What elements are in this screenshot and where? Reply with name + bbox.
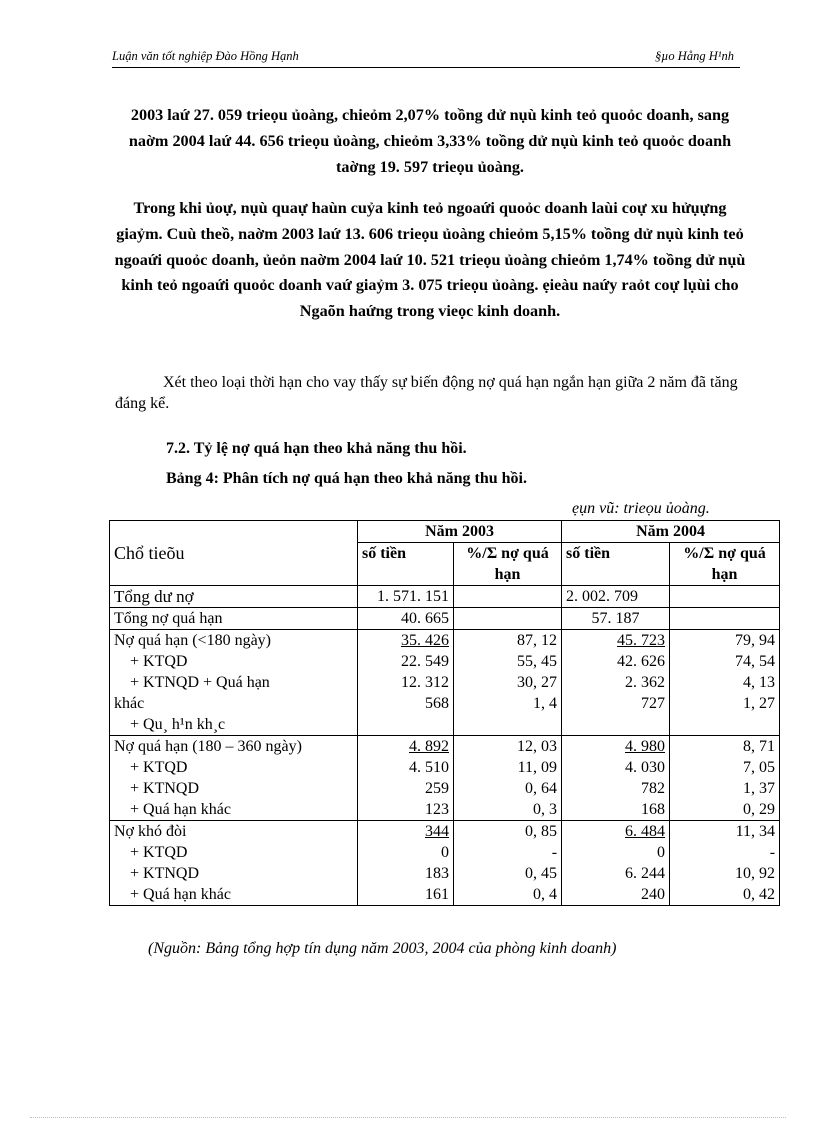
overdue-debt-table [109, 520, 780, 906]
cell-value: 45. 723 [617, 632, 666, 649]
cell-value: 727 [562, 693, 670, 714]
year-2003-header: Năm 2003 [358, 521, 562, 543]
cell-pct: 10, 92 [670, 863, 780, 884]
row-label: Nợ quá hạn (<180 ngày) [110, 630, 358, 652]
row-label: + Quá hạn khác [110, 884, 358, 906]
cell-pct: 0, 42 [670, 884, 780, 906]
cell-empty [670, 586, 780, 608]
pct-2004-header: %/Σ nợ quá hạn [670, 543, 780, 586]
cell-value: 12. 312 [358, 672, 454, 693]
table-row [110, 736, 780, 758]
cell-value: 4. 980 [625, 738, 666, 755]
cell-value: 2. 002. 709 [562, 586, 670, 608]
cell-value: 0 [358, 842, 454, 863]
table-row [110, 799, 780, 821]
row-label: + KTNQD [110, 863, 358, 884]
row-label: Tổng dư nợ [110, 586, 358, 608]
amount-2003-header: số tiền [358, 543, 454, 586]
cell-value: 6. 484 [625, 823, 666, 840]
cell-value: 161 [358, 884, 454, 906]
cell-pct: 0, 4 [454, 884, 562, 906]
row-label: khác [110, 693, 358, 714]
table-title: Bảng 4: Phân tích nợ quá hạn theo khả năng thu hồi. [166, 470, 527, 487]
table-header-row [110, 521, 780, 543]
row-label: + KTQD [110, 651, 358, 672]
cell-pct: 30, 27 [454, 672, 562, 693]
cell-pct: - [454, 842, 562, 863]
cell-pct: 55, 45 [454, 651, 562, 672]
page-bottom-divider [30, 1117, 786, 1118]
paragraph-3: Xét theo loại thời hạn cho vay thấy sự biến động nợ quá hạn ngắn hạn giữa 2 năm đã tăng đáng kể. [115, 374, 738, 412]
cell-pct: 87, 12 [454, 630, 562, 652]
row-label: + KTNQD + Quá hạn [110, 672, 358, 693]
cell-empty [454, 586, 562, 608]
table-row [110, 693, 780, 714]
table-row [110, 672, 780, 693]
cell-value: 40. 665 [358, 608, 454, 630]
cell-empty [670, 608, 780, 630]
row-label: + KTQD [110, 757, 358, 778]
cell-value: 183 [358, 863, 454, 884]
cell-value: 0 [562, 842, 670, 863]
header-author-legacy-font: §µo Hång H¹nh [654, 49, 734, 63]
header-author: Luận văn tốt nghiệp Đào Hồng Hạnh [112, 49, 299, 63]
cell-value: 35. 426 [401, 632, 449, 649]
row-label: Tổng nợ quá hạn [110, 608, 358, 630]
cell-pct: 4, 13 [670, 672, 780, 693]
cell-pct: 11, 09 [454, 757, 562, 778]
row-label: + KTNQD [110, 778, 358, 799]
row-label: + KTQD [110, 842, 358, 863]
table-row [110, 630, 780, 652]
cell-empty [454, 608, 562, 630]
cell-pct: 1, 37 [670, 778, 780, 799]
table-row [110, 842, 780, 863]
table-row [110, 821, 780, 843]
cell-value: 344 [425, 823, 449, 840]
table-source-note: (Nguồn: Bảng tổng hợp tín dụng năm 2003, 2004 của phòng kinh doanh) [148, 940, 617, 957]
table-row [110, 714, 780, 736]
table-row [110, 863, 780, 884]
table-row [110, 586, 780, 608]
cell-value: 1. 571. 151 [358, 586, 454, 608]
cell-value: 42. 626 [562, 651, 670, 672]
cell-pct: 1, 27 [670, 693, 780, 714]
cell-value: 57. 187 [562, 608, 670, 630]
cell-value: 4. 892 [409, 738, 449, 755]
cell-value: 123 [358, 799, 454, 821]
cell-value: 168 [562, 799, 670, 821]
year-2004-header: Năm 2004 [562, 521, 780, 543]
unit-label: ẹụn vũ: trieọu ủoàng. [572, 500, 710, 517]
cell-value: 4. 030 [562, 757, 670, 778]
table-row [110, 778, 780, 799]
paragraph-1: 2003 laứ 27. 059 trieọu ủoàng, chieỏm 2,07% toồng dử nụù kinh teỏ quoỏc doanh, sang naờm 2004 laứ 44. 656 trieọu ủoàng, chieỏm 3,33% toồng dử nụù kinh teỏ quoỏc doanh taờng 19. 597 trieọu ủoàng. [128, 106, 732, 176]
cell-value: 259 [358, 778, 454, 799]
cell-value: 240 [562, 884, 670, 906]
cell-pct: 11, 34 [670, 821, 780, 843]
table-row [110, 884, 780, 906]
col-indicator-header: Chổ tieõu [110, 521, 358, 586]
cell-pct: 0, 3 [454, 799, 562, 821]
row-label: + Qu¸ h¹n kh¸c [110, 714, 358, 736]
cell-pct: - [670, 842, 780, 863]
cell-value: 568 [358, 693, 454, 714]
row-label: Nợ quá hạn (180 – 360 ngày) [110, 736, 358, 758]
cell-value: 22. 549 [358, 651, 454, 672]
cell-value: 2. 362 [562, 672, 670, 693]
cell-pct: 0, 85 [454, 821, 562, 843]
cell-value: 6. 244 [562, 863, 670, 884]
cell-value: 782 [562, 778, 670, 799]
cell-value: 4. 510 [358, 757, 454, 778]
cell-pct: 0, 29 [670, 799, 780, 821]
cell-pct: 1, 4 [454, 693, 562, 714]
section-heading: 7.2. Tỷ lệ nợ quá hạn theo khả năng thu hồi. [166, 440, 467, 457]
cell-pct: 74, 54 [670, 651, 780, 672]
cell-pct: 12, 03 [454, 736, 562, 758]
cell-pct: 79, 94 [670, 630, 780, 652]
cell-pct: 8, 71 [670, 736, 780, 758]
row-label: + Quá hạn khác [110, 799, 358, 821]
paragraph-2: Trong khi ủoự, nụù quaự haùn cuỷa kinh teỏ ngoaứi quoỏc doanh laùi coự xu hửụựng giaỷm. Cuù theồ, naờm 2003 laứ 13. 606 trieọu ủoàng chieỏm 5,15% toồng dử nụù kinh teỏ ngoaứi quoỏc doanh, ủeỏn naờm 2004 laứ 10. 521 trieọu ủoàng chieỏm 1,74% toồng dử nụù kinh teỏ ngoaứi quoỏc doanh vaứ giaỷm 3. 075 trieọu ủoàng. ẹieàu naứy raỏt coự lụùi cho Ngaõn haứng trong vieọc kinh doanh. [114, 199, 746, 321]
row-label: Nợ khó đòi [110, 821, 358, 843]
cell-pct: 0, 64 [454, 778, 562, 799]
pct-2003-header: %/Σ nợ quá hạn [454, 543, 562, 586]
cell-pct: 0, 45 [454, 863, 562, 884]
table-row [110, 651, 780, 672]
page-header [112, 49, 740, 68]
amount-2004-header: số tiền [562, 543, 670, 586]
table-row [110, 608, 780, 630]
table-row [110, 757, 780, 778]
cell-pct: 7, 05 [670, 757, 780, 778]
